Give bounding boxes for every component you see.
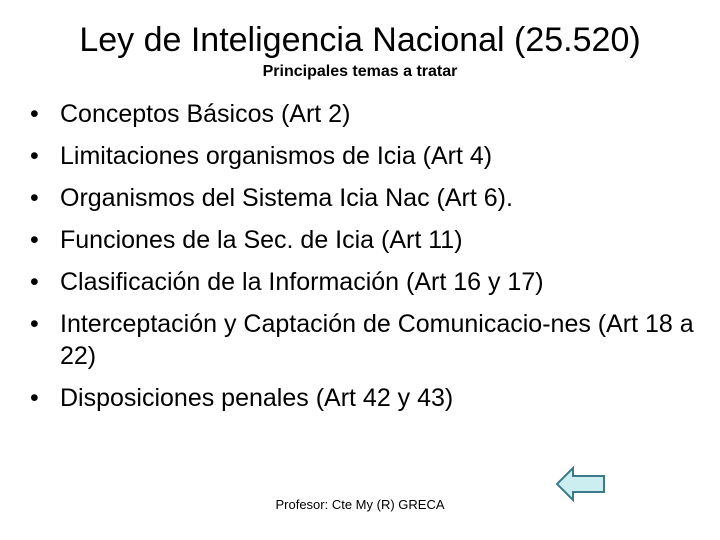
bullet-text: Clasificación de la Información (Art 16 y 17) [60,268,544,296]
bullet-list [30,98,700,424]
bullet-item [30,140,700,172]
bullet-dot: • [30,100,39,128]
bullet-item [30,308,700,372]
bullet-item [30,266,700,298]
bullet-dot: • [30,142,39,170]
slide-title [0,20,720,60]
footer-credit: Profesor: Cte My (R) GRECA [275,497,445,512]
slide-subtitle: Principales temas a tratar [262,63,458,80]
bullet-text: Disposiciones penales (Art 42 y 43) [60,384,454,412]
bullet-item [30,98,700,130]
bullet-dot: • [30,384,39,412]
bullet-item [30,224,700,256]
bullet-text: Organismos del Sistema Icia Nac (Art 6). [60,184,513,212]
bullet-text: Limitaciones organismos de Icia (Art 4) [60,142,493,170]
bullet-dot: • [30,310,39,338]
bullet-dot: • [30,268,39,296]
bullet-item [30,182,700,214]
slide-title-text: Ley de Inteligencia Nacional (25.520 [79,21,630,59]
bullet-item [30,382,700,414]
bullet-text: Interceptación y Captación de Comunicacio-nes (Art 18 a 22) [60,310,694,370]
bullet-dot: • [30,226,39,254]
slide-title-close-paren: ) [629,21,641,59]
bullet-text: Conceptos Básicos (Art 2) [60,100,351,128]
bullet-text: Funciones de la Sec. de Icia (Art 11) [60,226,463,254]
bullet-dot: • [30,184,39,212]
